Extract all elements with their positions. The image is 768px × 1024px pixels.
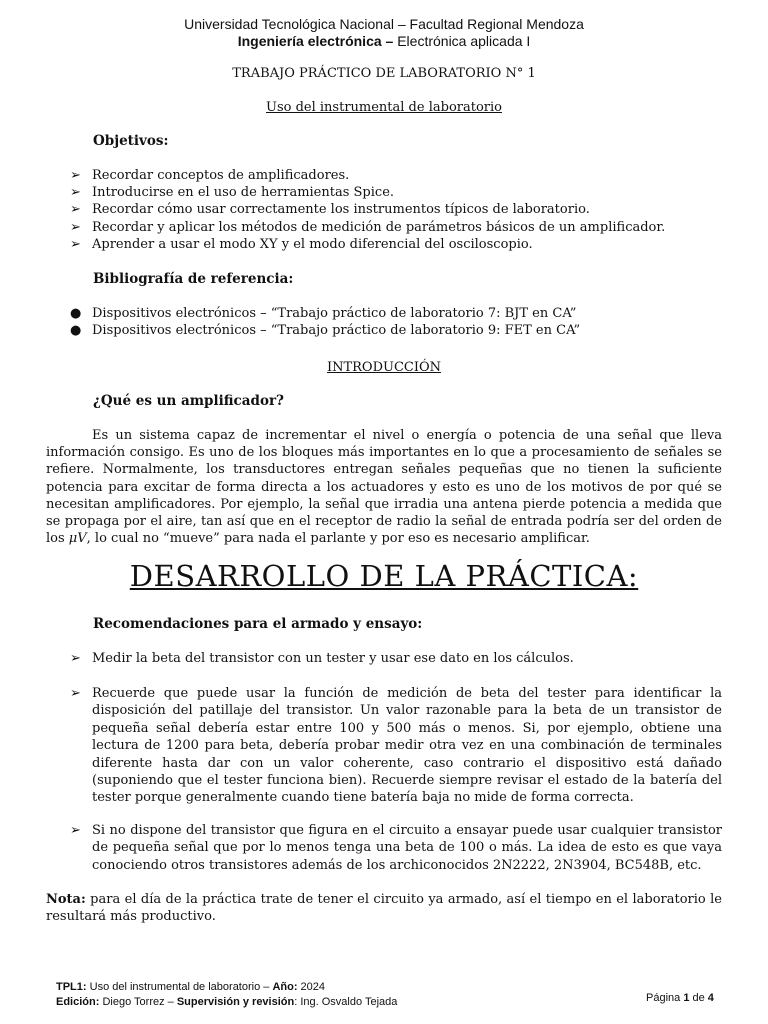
list-item: ➢ Recordar cómo usar correctamente los instrumentos típicos de laboratorio. [70, 202, 590, 218]
intro-paragraph: Es un sistema capaz de incrementar el nivel o energía o potencia de una señal que lleva información consigo. Es uno de los bloques más importantes en lo que a procesamiento de señales se refiere. Normalmente, los transductores entregan señales pequeñas que no tienen la suficiente potencia para excitar de forma directa a los actuadores y esto es uno de los motivos de por qué se necesitan amplificadores. Por ejemplo, la señal que irradia una antena pierde potencia a medida que se propaga por el aire, tan así que en el receptor de radio la señal de entrada podría ser del orden de los μV, lo cual no “mueve” para nada el parlante y por eso es necesario amplificar. [46, 428, 722, 547]
arrow-bullet-icon: ➢ [70, 202, 81, 218]
arrow-bullet-icon: ➢ [70, 823, 81, 838]
development-title: DESARROLLO DE LA PRÁCTICA: [129, 559, 639, 593]
arrow-bullet-icon: ➢ [70, 185, 81, 201]
intro-heading: INTRODUCCIÓN [326, 360, 442, 375]
career-header [0, 33, 768, 49]
list-item: ➢ Recuerde que puede usar la función de medición de beta del tester para identificar la disposición del patillaje del transistor. Un valor razonable para la beta de un transistor de pequeña señal debería estar entre 100 y 500 más o menos. Si, por ejemplo, obtiene una lectura de 1200 para beta, debería probar medir otra vez en una combinación de terminales diferente hasta dar con un valor coherente, caso contrario el dispositivo está dañado (suponiendo que el tester funciona bien). Recuerde siempre revisar el estado de la batería del tester porque generalmente cuando tiene batería baja no mide de forma correcta. [70, 686, 722, 806]
arrow-bullet-icon: ➢ [70, 651, 81, 666]
dot-bullet-icon: ● [70, 306, 82, 321]
objectives-list [70, 167, 665, 253]
career-label: Ingeniería electrónica – [237, 33, 394, 49]
list-item: ➢ Aprender a usar el modo XY y el modo diferencial del osciloscopio. [70, 236, 533, 252]
objectives-heading: Objetivos: [93, 133, 169, 149]
bibliography-list [70, 305, 580, 339]
arrow-bullet-icon: ➢ [70, 686, 81, 701]
microvolt-unit: μV [68, 531, 87, 547]
list-item: ● Dispositivos electrónicos – “Trabajo práctico de laboratorio 7: BJT en CA” [70, 306, 577, 321]
list-item: ➢ Introducirse en el uso de herramientas Spice. [70, 185, 395, 201]
list-item: ➢ Recordar conceptos de amplificadores. [70, 168, 350, 183]
document-subtitle: Uso del instrumental de laboratorio [266, 100, 502, 115]
list-item: ➢ Si no dispone del transistor que figura en el circuito a ensayar puede usar cualquier transistor de pequeña señal que por lo menos tenga una beta de 100 o más. La idea de esto es que vaya conociendo otros transistores además de los archiconocidos 2N2222, 2N3904, BC548B, etc. [70, 823, 722, 873]
list-item: ➢ Medir la beta del transistor con un tester y usar ese dato en los cálculos. [70, 651, 574, 666]
arrow-bullet-icon: ➢ [70, 219, 81, 235]
list-item: ● Dispositivos electrónicos – “Trabajo práctico de laboratorio 9: FET en CA” [70, 323, 581, 339]
note-paragraph: Nota: para el día de la práctica trate de tener el circuito ya armado, así el tiempo en el laboratorio le resultará más productivo. [46, 892, 722, 925]
intro-question: ¿Qué es un amplificador? [93, 393, 284, 409]
university-header: Universidad Tecnológica Nacional – Facultad Regional Mendoza [184, 16, 584, 32]
list-item: ➢ Recordar y aplicar los métodos de medición de parámetros básicos de un amplificador. [70, 219, 666, 235]
dot-bullet-icon: ● [70, 323, 82, 339]
bibliography-heading: Bibliografía de referencia: [93, 271, 294, 287]
footer-edition-line: Edición: Diego Torrez – Supervisión y revisión: Ing. Osvaldo Tejada [56, 996, 398, 1008]
arrow-bullet-icon: ➢ [70, 168, 81, 183]
subject-label: Electrónica aplicada I [393, 33, 531, 49]
document-title: TRABAJO PRÁCTICO DE LABORATORIO N° 1 [232, 66, 536, 81]
footer-tp-line: TPL1: Uso del instrumental de laboratorio – Año: 2024 [56, 981, 326, 993]
note-label: Nota: [46, 892, 86, 907]
page-number: Página 1 de 4 [646, 992, 714, 1004]
recommendations-heading: Recomendaciones para el armado y ensayo: [93, 616, 423, 632]
arrow-bullet-icon: ➢ [70, 236, 81, 252]
